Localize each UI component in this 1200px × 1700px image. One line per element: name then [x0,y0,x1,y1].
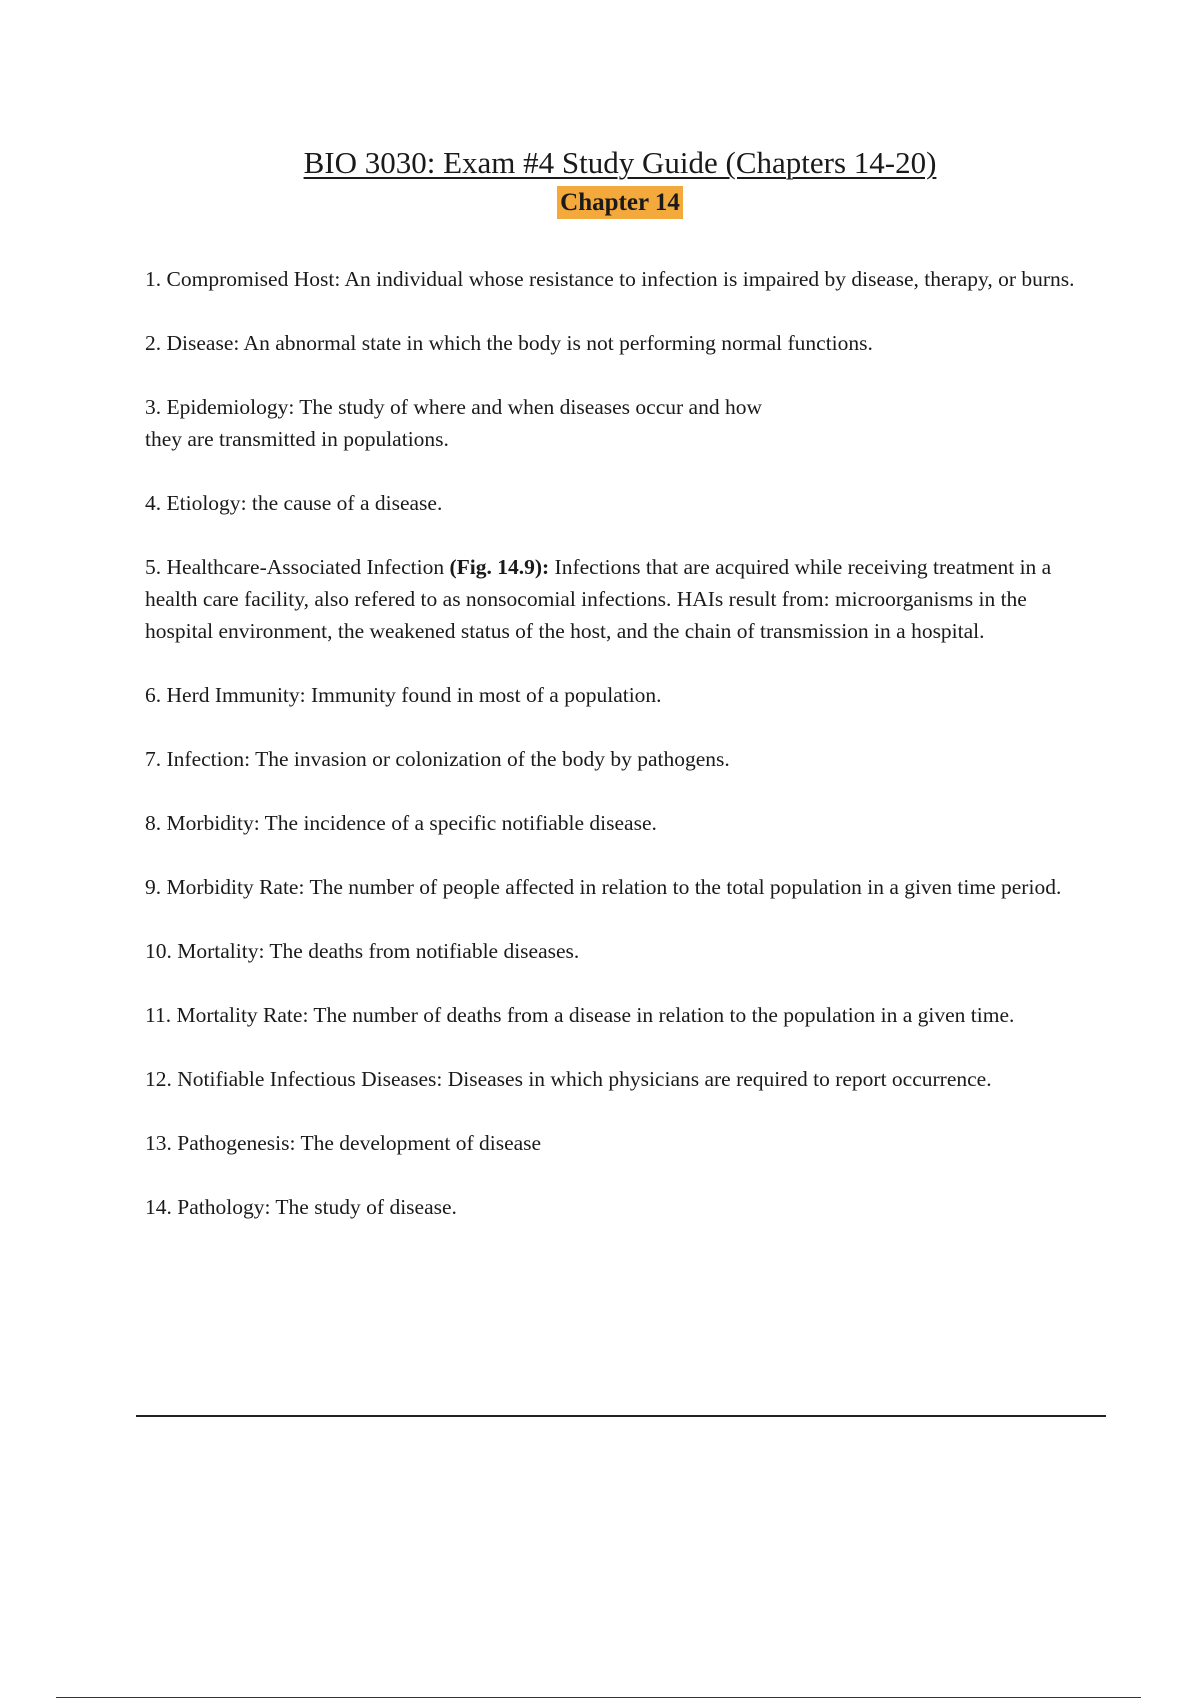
term-item-mortality [145,935,1090,967]
term-item-morbidity-rate [145,871,1090,903]
term-name: Morbidity [166,811,254,835]
figure-reference: (Fig. 14.9): [449,555,550,579]
term-definition: : An abnormal state in which the body is not performing normal functions. [233,331,873,355]
term-definition: : the cause of a disease. [240,491,443,515]
chapter-heading [0,186,1200,219]
chapter-heading-text: Chapter 14 [557,186,683,219]
term-name: Morbidity Rate [166,875,299,899]
term-number: 12. [145,1067,172,1091]
term-name: Infection [166,747,245,771]
term-number: 3. [145,395,162,419]
term-definition: : The deaths from notifiable diseases. [258,939,580,963]
term-name: Etiology [166,491,241,515]
term-number: 13. [145,1131,172,1155]
term-definition: : The number of people affected in relation to the total population in a given time period. [298,875,1062,899]
term-definition: Infections that are acquired while receiving treatment in a health care facility, also refered to as nonsocomial infections. HAIs result from: microorganisms in the hospital environment, the weakened status of the host, and the chain of transmission in a hospital. [145,555,1052,643]
section-divider [136,1415,1106,1417]
term-number: 10. [145,939,172,963]
term-definition: : The number of deaths from a disease in relation to the population in a given time. [302,1003,1015,1027]
term-number: 1. [145,267,162,291]
term-definition: : The development of disease [289,1131,542,1155]
term-number: 5. [145,555,162,579]
term-name: Mortality Rate [176,1003,303,1027]
term-item-herd-immunity [145,679,1090,711]
term-item-notifiable-infectious-diseases [145,1063,1090,1095]
term-number: 7. [145,747,162,771]
term-name: Epidemiology [166,395,289,419]
term-name: Notifiable Infectious Diseases [177,1067,437,1091]
term-name: Pathology [177,1195,265,1219]
term-name: Pathogenesis [177,1131,290,1155]
term-item-pathogenesis [145,1127,1090,1159]
term-name: Compromised Host [166,267,335,291]
term-number: 9. [145,875,162,899]
term-item-healthcare-associated-infection [145,551,1090,647]
term-definition: : The study of disease. [264,1195,457,1219]
term-item-infection [145,743,1090,775]
term-number: 14. [145,1195,172,1219]
term-name: Herd Immunity [166,683,300,707]
page-bottom-line [56,1697,1141,1698]
term-item-disease [145,327,1090,359]
term-item-pathology [145,1191,1090,1223]
term-name: Mortality [177,939,259,963]
term-list [145,263,1090,1255]
term-number: 8. [145,811,162,835]
term-definition: : Immunity found in most of a population. [299,683,662,707]
term-name: Healthcare-Associated Infection [166,555,445,579]
term-definition: : The incidence of a specific notifiable disease. [253,811,657,835]
term-definition: : Diseases in which physicians are required to report occurrence. [436,1067,992,1091]
page-title [0,143,1200,183]
term-definition: : The study of where and when diseases occur and how they are transmitted in populations. [145,395,762,451]
term-item-morbidity [145,807,1090,839]
term-number: 6. [145,683,162,707]
term-number: 4. [145,491,162,515]
page-title-text: BIO 3030: Exam #4 Study Guide (Chapters 14-20) [303,145,937,180]
term-definition: : The invasion or colonization of the body by pathogens. [244,747,730,771]
term-definition: : An individual whose resistance to infection is impaired by disease, therapy, or burns. [334,267,1075,291]
term-item-epidemiology [145,391,785,455]
term-number: 11. [145,1003,172,1027]
term-item-compromised-host [145,263,1090,295]
term-number: 2. [145,331,162,355]
term-item-mortality-rate [145,999,1090,1031]
term-item-etiology [145,487,1090,519]
term-name: Disease [166,331,234,355]
